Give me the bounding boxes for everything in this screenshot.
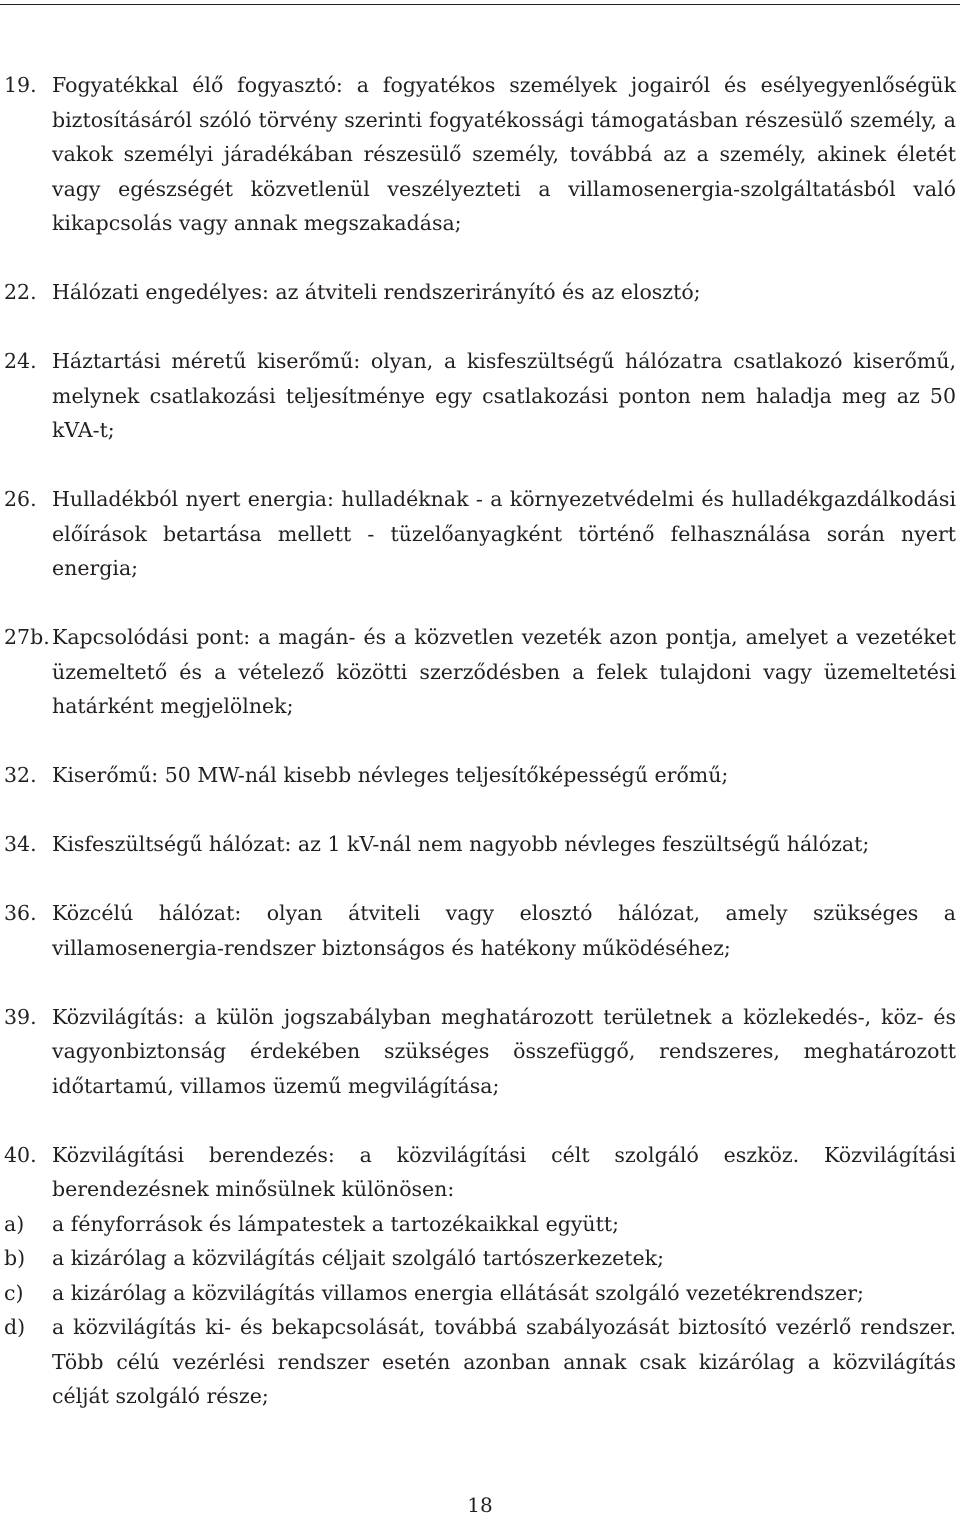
definition-text: Kiserőmű: 50 MW-nál kisebb névleges teljesítőképességű erőmű; — [52, 763, 729, 787]
sub-item-a — [0, 1207, 960, 1242]
definition-number: 26. — [4, 487, 37, 511]
sub-item-label: b) — [4, 1246, 26, 1270]
definition-text: Fogyatékkal élő fogyasztó: a fogyatékos személyek jogairól és esélyegyenlőségük biztosításáról szóló törvény szerinti fogyatékossági támogatásban részesülő személy, a vakok személyi járadékában részesülő személy, továbbá az a személy, akinek életét vagy egészségét közvetlenül veszélyezteti a villamosenergia-szolgáltatásból való kikapcsolás vagy annak megszakadása; — [52, 73, 956, 235]
definition-number: 19. — [4, 73, 37, 97]
definition-number: 40. — [4, 1142, 37, 1167]
definition-number: 24. — [4, 349, 37, 373]
sub-item-label: d) — [4, 1315, 26, 1339]
sub-item-b — [0, 1241, 960, 1276]
definition-number: 36. — [4, 901, 37, 925]
definition-text: Kisfeszültségű hálózat: az 1 kV-nál nem nagyobb névleges feszültségű hálózat; — [52, 832, 870, 856]
page-number: 18 — [467, 1493, 493, 1517]
definition-number: 22. — [4, 280, 37, 304]
definition-19 — [0, 68, 960, 241]
sub-item-text: a kizárólag a közvilágítás céljait szolgáló tartószerkezetek; — [52, 1246, 665, 1270]
definition-36 — [0, 896, 960, 965]
definition-27b — [0, 620, 960, 724]
definition-number: 34. — [4, 832, 37, 856]
definition-40 — [0, 1138, 960, 1207]
definition-34 — [0, 827, 960, 862]
definition-24 — [0, 344, 960, 448]
definition-text: Közvilágítási berendezés: a közvilágítási célt szolgáló eszköz. Közvilágítási berendezésnek minősülnek különösen: — [52, 1142, 956, 1201]
sub-item-label: c) — [4, 1280, 24, 1305]
definition-39 — [0, 1000, 960, 1104]
sub-item-text: a kizárólag a közvilágítás villamos energia ellátását szolgáló vezetékrendszer; — [52, 1280, 864, 1305]
sub-item-text: a fényforrások és lámpatestek a tartozékaikkal együtt; — [52, 1211, 619, 1236]
definition-26 — [0, 482, 960, 586]
top-rule — [0, 4, 960, 5]
definition-text: Hulladékból nyert energia: hulladéknak - a környezetvédelmi és hulladékgazdálkodási előírások betartása mellett - tüzelőanyagként történő felhasználása során nyert energia; — [52, 487, 956, 580]
sub-item-text: a közvilágítás ki- és bekapcsolását, továbbá szabályozását biztosító vezérlő rendszer. Több célú vezérlési rendszer esetén azonban annak csak kizárólag a közvilágítás célját szolgáló része; — [52, 1315, 956, 1408]
definition-text: Közcélú hálózat: olyan átviteli vagy elosztó hálózat, amely szükséges a villamosenergia-rendszer biztonságos és hatékony működéséhez; — [52, 901, 956, 960]
definition-number: 32. — [4, 763, 37, 787]
definition-text: Hálózati engedélyes: az átviteli rendszerirányító és az elosztó; — [52, 280, 701, 304]
sub-item-c — [0, 1276, 960, 1311]
sub-item-label: a) — [4, 1211, 25, 1236]
definition-number: 39. — [4, 1004, 37, 1029]
definition-text: Kapcsolódási pont: a magán- és a közvetlen vezeték azon pontja, amelyet a vezetéket üzemeltető és a vételező közötti szerződésben a felek tulajdoni vagy üzemeltetési határként megjelölnek; — [52, 625, 956, 718]
definition-22 — [0, 275, 960, 310]
sub-item-d — [0, 1310, 960, 1414]
definition-text: Háztartási méretű kiserőmű: olyan, a kisfeszültségű hálózatra csatlakozó kiserőmű, melynek csatlakozási teljesítménye egy csatlakozási ponton nem haladja meg az 50 kVA-t; — [52, 349, 956, 442]
definition-32 — [0, 758, 960, 793]
definition-number: 27b. — [4, 625, 50, 649]
definitions-list — [0, 68, 960, 1414]
definition-text: Közvilágítás: a külön jogszabályban meghatározott területnek a közlekedés-, köz- és vagyonbiztonság érdekében szükséges összefüggő, rendszeres, meghatározott időtartamú, villamos üzemű megvilágítása; — [52, 1004, 956, 1098]
